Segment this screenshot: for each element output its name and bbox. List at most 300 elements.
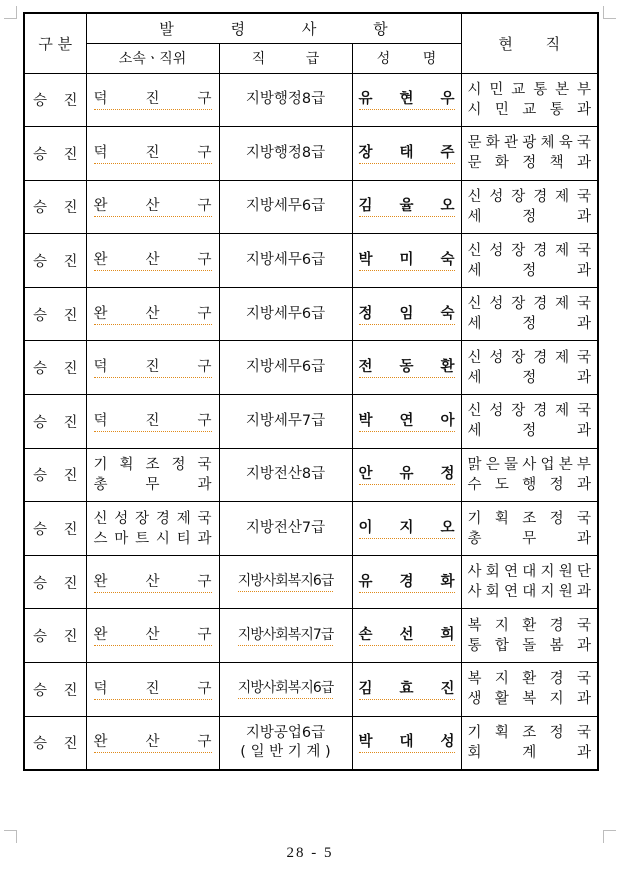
name-text [359, 196, 455, 217]
char: 문 [467, 135, 482, 152]
char: 책 [549, 155, 564, 172]
char: 획 [119, 456, 134, 473]
char: 무 [145, 476, 160, 493]
cell-name [352, 609, 461, 663]
char: 국 [576, 617, 591, 634]
char: 획 [494, 510, 509, 527]
char: 성 [489, 349, 504, 366]
char: 정 [522, 369, 537, 386]
cell-line [468, 616, 592, 636]
cell-line [94, 411, 212, 432]
char: 정 [522, 262, 537, 279]
cell-line [468, 241, 592, 261]
cell-line [468, 348, 592, 368]
cell-name [352, 663, 461, 717]
char: 손 [358, 627, 373, 644]
char: 광 [522, 135, 537, 152]
grade-text: 지방전산8급 [245, 466, 326, 483]
char: 진 [145, 359, 160, 376]
cell-current-position [461, 180, 598, 234]
char: 과 [576, 476, 591, 493]
cell-line [94, 143, 212, 164]
cell-line [468, 294, 592, 314]
grade-line [220, 412, 352, 431]
char: 진 [440, 680, 455, 697]
char: 신 [93, 510, 108, 527]
char: 시 [155, 530, 170, 547]
char: 업 [540, 456, 555, 473]
char: 티 [176, 530, 191, 547]
page-number: 28 - 5 [286, 845, 334, 861]
cell-grade [219, 502, 352, 556]
cell-current-position [461, 663, 598, 717]
char: 민 [494, 101, 509, 118]
cell-current-position [461, 448, 598, 502]
char: 산 [145, 305, 160, 322]
cell-category: 승 진 [24, 716, 86, 770]
cell-current-position [461, 287, 598, 341]
table-row [24, 555, 598, 609]
name-text [359, 732, 455, 753]
char: 경 [533, 242, 548, 259]
cell-grade [219, 287, 352, 341]
cell-grade [219, 555, 352, 609]
char: 완 [93, 627, 108, 644]
char: 국 [576, 296, 591, 313]
char: 진 [145, 680, 160, 697]
name-text [359, 464, 455, 485]
cell-line [468, 401, 592, 421]
cell-line [468, 421, 592, 441]
cell-line [468, 368, 592, 388]
char: 구 [197, 734, 212, 751]
cell-line [94, 357, 212, 378]
name-text [359, 625, 455, 646]
char: 오 [440, 198, 455, 215]
char: 성 [489, 242, 504, 259]
cell-name [352, 395, 461, 449]
char: 과 [576, 101, 591, 118]
cell-grade [219, 663, 352, 717]
char: 신 [467, 242, 482, 259]
cell-line [468, 689, 592, 709]
char: 성 [114, 510, 129, 527]
char: 숙 [440, 305, 455, 322]
char: 신 [467, 188, 482, 205]
cell-line [468, 207, 592, 227]
char: 세 [467, 423, 482, 440]
cell-name [352, 341, 461, 395]
cell-name [352, 287, 461, 341]
char: 신 [467, 349, 482, 366]
cell-grade [219, 716, 352, 770]
char: 경 [533, 188, 548, 205]
char: 산 [145, 627, 160, 644]
name-text [359, 357, 455, 378]
char: 이 [358, 520, 373, 537]
cell-affiliation [86, 395, 219, 449]
cell-line [468, 743, 592, 763]
char: 대 [522, 564, 537, 581]
cell-line [468, 455, 592, 475]
char: 구 [197, 627, 212, 644]
crop-mark-top-left [4, 6, 17, 19]
char: 연 [399, 412, 414, 429]
cell-current-position [461, 716, 598, 770]
char: 구 [197, 573, 212, 590]
cell-grade [219, 180, 352, 234]
grade-text: 지방사회복지6급 [238, 679, 334, 699]
char: 은 [485, 456, 500, 473]
grade-line [220, 724, 352, 743]
cell-category: 승 진 [24, 609, 86, 663]
char: 기 [467, 724, 482, 741]
char: 구 [197, 305, 212, 322]
char: 구 [197, 144, 212, 161]
char: 전 [358, 359, 373, 376]
char: 제 [555, 188, 570, 205]
char: 미 [399, 252, 414, 269]
cell-name [352, 127, 461, 181]
table-row [24, 127, 598, 181]
name-text [359, 304, 455, 325]
char: 원 [558, 564, 573, 581]
char: 선 [399, 627, 414, 644]
cell-category: 승 진 [24, 448, 86, 502]
char: 안 [358, 466, 373, 483]
char: 산 [145, 252, 160, 269]
char: 완 [93, 573, 108, 590]
cell-line [94, 625, 212, 646]
char: 박 [358, 412, 373, 429]
name-text [359, 89, 455, 110]
char: 과 [576, 369, 591, 386]
char: 경 [533, 349, 548, 366]
cell-line [468, 475, 592, 495]
char: 유 [358, 91, 373, 108]
name-text [359, 679, 455, 700]
char: 과 [576, 316, 591, 333]
table-row [24, 180, 598, 234]
char: 유 [399, 466, 414, 483]
cell-affiliation [86, 73, 219, 127]
cell-line [468, 562, 592, 582]
char: 연 [503, 564, 518, 581]
char: 신 [467, 403, 482, 420]
char: 국 [576, 349, 591, 366]
cell-current-position [461, 127, 598, 181]
cell-grade [219, 127, 352, 181]
char: 문 [467, 155, 482, 172]
cell-line [94, 196, 212, 217]
cell-category: 승 진 [24, 287, 86, 341]
header-current-position: 현 직 [461, 13, 598, 73]
char: 덕 [93, 91, 108, 108]
char: 조 [145, 456, 160, 473]
name-text [359, 411, 455, 432]
cell-line [94, 732, 212, 753]
char: 제 [176, 510, 191, 527]
char: 국 [576, 242, 591, 259]
table-row [24, 663, 598, 717]
char: 효 [399, 680, 414, 697]
grade-line [220, 144, 352, 163]
char: 장 [511, 403, 526, 420]
char: 사 [467, 584, 482, 601]
table-row [24, 609, 598, 663]
cell-line [94, 304, 212, 325]
char: 통 [549, 101, 564, 118]
cell-category: 승 진 [24, 234, 86, 288]
char: 행 [522, 476, 537, 493]
char: 정 [522, 208, 537, 225]
table-row [24, 234, 598, 288]
char: 구 [197, 359, 212, 376]
char: 구 [197, 198, 212, 215]
cell-category: 승 진 [24, 502, 86, 556]
char: 회 [485, 584, 500, 601]
char: 부 [576, 456, 591, 473]
char: 복 [522, 691, 537, 708]
char: 장 [358, 144, 373, 161]
char: 과 [197, 530, 212, 547]
char: 경 [549, 671, 564, 688]
char: 단 [576, 564, 591, 581]
char: 시 [467, 81, 482, 98]
grade-text: 지방사회복지6급 [238, 572, 334, 592]
char: 완 [93, 734, 108, 751]
char: 덕 [93, 412, 108, 429]
cell-grade [219, 609, 352, 663]
name-text [359, 143, 455, 164]
char: 정 [549, 510, 564, 527]
name-text [359, 518, 455, 539]
cell-current-position [461, 73, 598, 127]
char: 국 [576, 188, 591, 205]
char: 맑 [467, 456, 482, 473]
char: 과 [576, 155, 591, 172]
char: 오 [440, 520, 455, 537]
char: 박 [358, 252, 373, 269]
cell-line [94, 455, 212, 475]
cell-line [468, 582, 592, 602]
cell-line [468, 529, 592, 549]
cell-line [94, 509, 212, 529]
header-gubun: 구 분 [24, 13, 86, 73]
char: 화 [485, 135, 500, 152]
char: 정 [522, 423, 537, 440]
cell-affiliation [86, 502, 219, 556]
char: 완 [93, 305, 108, 322]
cell-category: 승 진 [24, 663, 86, 717]
char: 복 [467, 617, 482, 634]
char: 활 [494, 691, 509, 708]
header-affiliation: 소속ㆍ직위 [86, 43, 219, 73]
header-name: 성 명 [352, 43, 461, 73]
grade-line [220, 197, 352, 216]
char: 정 [549, 476, 564, 493]
char: 교 [522, 101, 537, 118]
grade-text: 지방세무7급 [245, 412, 326, 429]
char: 구 [197, 91, 212, 108]
grade-line [220, 90, 352, 109]
cell-name [352, 716, 461, 770]
table-row [24, 395, 598, 449]
char: 복 [467, 671, 482, 688]
grade-line [220, 465, 352, 484]
cell-affiliation [86, 716, 219, 770]
char: 덕 [93, 144, 108, 161]
grade-text: 지방세무6급 [245, 359, 326, 376]
char: 획 [494, 724, 509, 741]
cell-line [468, 80, 592, 100]
char: 과 [576, 691, 591, 708]
char: 생 [467, 691, 482, 708]
grade-text: 지방세무6급 [245, 305, 326, 322]
cell-affiliation [86, 341, 219, 395]
grade-line [220, 626, 352, 646]
char: 덕 [93, 359, 108, 376]
char: 기 [467, 510, 482, 527]
char: 지 [494, 671, 509, 688]
char: 지 [549, 691, 564, 708]
grade-line [220, 251, 352, 270]
char: 성 [440, 734, 455, 751]
header-grade: 직 급 [219, 43, 352, 73]
cell-category: 승 진 [24, 341, 86, 395]
char: 진 [145, 412, 160, 429]
cell-name [352, 234, 461, 288]
char: 성 [489, 403, 504, 420]
char: 장 [511, 349, 526, 366]
char: 회 [485, 564, 500, 581]
cell-affiliation [86, 448, 219, 502]
cell-line [468, 723, 592, 743]
char: 진 [145, 91, 160, 108]
char: 화 [494, 155, 509, 172]
char: 숙 [440, 252, 455, 269]
char: 정 [522, 155, 537, 172]
char: 대 [399, 734, 414, 751]
char: 환 [440, 359, 455, 376]
char: 시 [467, 101, 482, 118]
char: 성 [489, 188, 504, 205]
char: 부 [576, 81, 591, 98]
char: 통 [467, 637, 482, 654]
char: 구 [197, 252, 212, 269]
char: 장 [135, 510, 150, 527]
char: 과 [197, 476, 212, 493]
grade-line [220, 679, 352, 699]
cell-line [468, 636, 592, 656]
char: 세 [467, 316, 482, 333]
grade-text: 지방세무6급 [245, 252, 326, 269]
char: 총 [93, 476, 108, 493]
cell-line [94, 250, 212, 271]
char: 지 [399, 520, 414, 537]
char: 우 [440, 91, 455, 108]
char: 현 [399, 91, 414, 108]
char: 구 [197, 680, 212, 697]
cell-affiliation [86, 609, 219, 663]
grade-line [220, 305, 352, 324]
char: 계 [522, 744, 537, 761]
char: 아 [440, 412, 455, 429]
char: 합 [494, 637, 509, 654]
char: 임 [399, 305, 414, 322]
char: 제 [555, 403, 570, 420]
cell-grade [219, 395, 352, 449]
cell-line [468, 100, 592, 120]
table-row [24, 287, 598, 341]
char: 조 [522, 724, 537, 741]
cell-affiliation [86, 663, 219, 717]
char: 경 [399, 573, 414, 590]
char: 장 [511, 296, 526, 313]
char: 국 [576, 135, 591, 152]
grade-text: 지방전산7급 [245, 520, 326, 537]
char: 국 [197, 456, 212, 473]
cell-current-position [461, 341, 598, 395]
char: 경 [533, 403, 548, 420]
char: 장 [511, 242, 526, 259]
char: 성 [489, 296, 504, 313]
char: 수 [467, 476, 482, 493]
cell-name [352, 448, 461, 502]
cell-current-position [461, 502, 598, 556]
char: 정 [358, 305, 373, 322]
grade-line [220, 358, 352, 377]
char: 민 [489, 81, 504, 98]
table-row [24, 341, 598, 395]
cell-category: 승 진 [24, 127, 86, 181]
char: 덕 [93, 680, 108, 697]
table-row [24, 502, 598, 556]
cell-grade [219, 448, 352, 502]
grade-text: 지방행정8급 [245, 91, 326, 108]
table-row [24, 448, 598, 502]
char: 율 [399, 198, 414, 215]
cell-line [94, 679, 212, 700]
cell-line [94, 529, 212, 549]
char: 무 [522, 530, 537, 547]
char: 지 [540, 564, 555, 581]
cell-line [468, 187, 592, 207]
char: 과 [576, 423, 591, 440]
cell-line [94, 89, 212, 110]
char: 본 [555, 81, 570, 98]
char: 회 [467, 744, 482, 761]
cell-name [352, 180, 461, 234]
grade-text: 지방세무6급 [245, 198, 326, 215]
char: 산 [145, 734, 160, 751]
char: 진 [145, 144, 160, 161]
crop-mark-top-right [603, 6, 616, 19]
cell-current-position [461, 555, 598, 609]
grade-text: 지방행정8급 [245, 144, 326, 161]
cell-category: 승 진 [24, 73, 86, 127]
char: 기 [93, 456, 108, 473]
char: 희 [440, 627, 455, 644]
char: 정 [522, 316, 537, 333]
appointment-table [23, 12, 599, 771]
char: 박 [358, 734, 373, 751]
cell-affiliation [86, 127, 219, 181]
cell-current-position [461, 234, 598, 288]
char: 환 [522, 671, 537, 688]
cell-line [94, 572, 212, 593]
char: 통 [533, 81, 548, 98]
